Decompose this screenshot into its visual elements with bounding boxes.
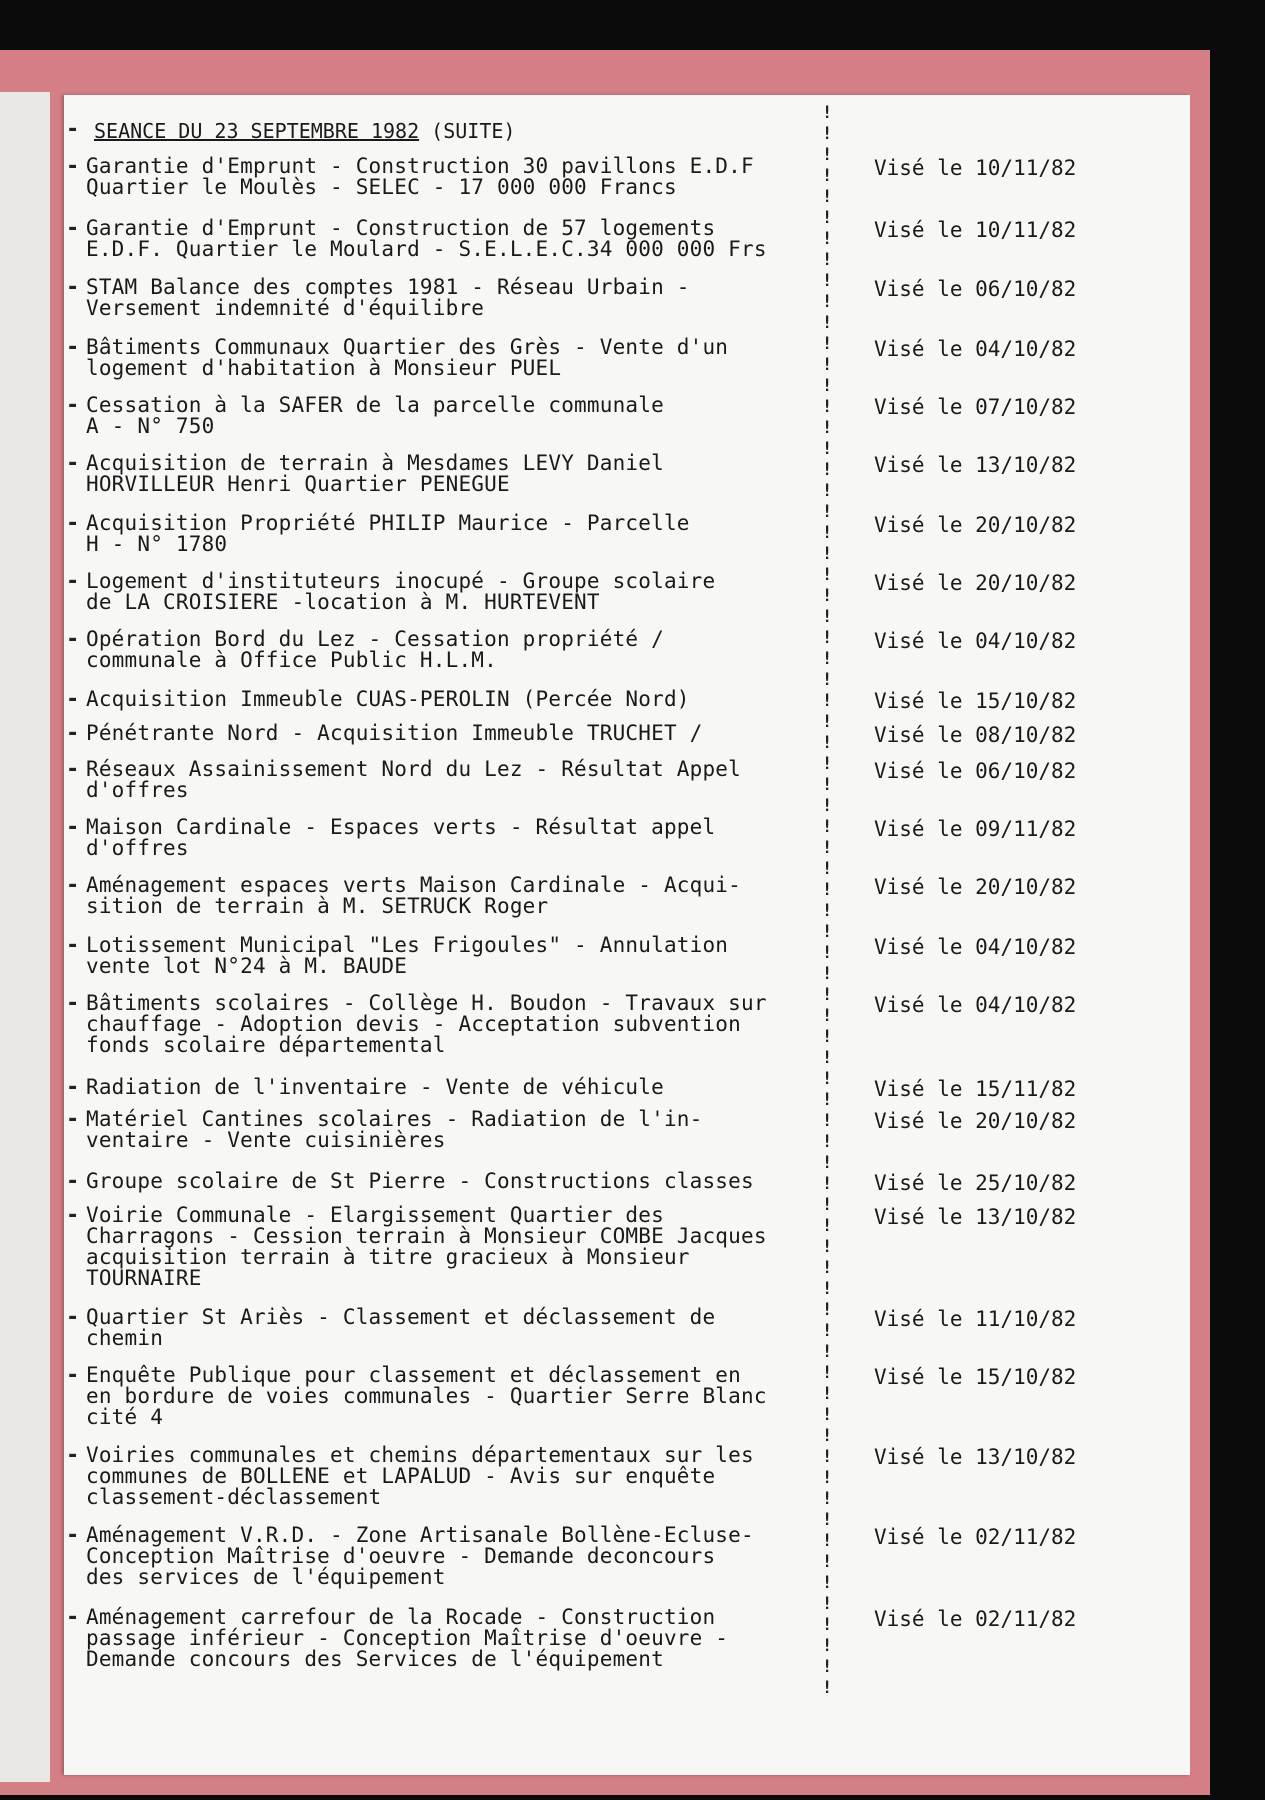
item-description: Cessation à la SAFER de la parcelle communale A - N° 750 (86, 393, 664, 438)
bullet: - (66, 873, 80, 898)
separator-mark: ! (822, 481, 833, 501)
separator-mark: ! (822, 1678, 833, 1698)
bullet: - (66, 569, 80, 594)
bullet: - (66, 721, 80, 746)
bullet: - (66, 1605, 80, 1630)
separator-mark: ! (822, 1636, 833, 1656)
item-description: Matériel Cantines scolaires - Radiation de l'in- ventaire - Vente cuisinières (86, 1107, 703, 1152)
separator-mark: ! (822, 397, 833, 417)
separator-mark: ! (822, 712, 833, 732)
separator-mark: ! (822, 607, 833, 627)
separator-mark: ! (822, 754, 833, 774)
bullet: - (66, 933, 80, 958)
item-description: Aménagement carrefour de la Rocade - Construction passage inférieur - Conception Maîtrise d'oeuvre - Demande concours des Services de l'équipement (86, 1605, 729, 1671)
separator-mark: ! (822, 733, 833, 753)
item-description: Garantie d'Emprunt - Construction 30 pavillons E.D.F Quartier le Moulès - SELEC - 17 000 000 Francs (86, 154, 754, 199)
separator-mark: ! (822, 628, 833, 648)
separator-mark: ! (822, 838, 833, 858)
bullet: - (66, 1169, 80, 1194)
visa-date: Visé le 13/10/82 (874, 1205, 1077, 1229)
separator-mark: ! (822, 817, 833, 837)
item-description: Maison Cardinale - Espaces verts - Résultat appel d'offres (86, 815, 716, 860)
item-description: Voiries communales et chemins départementaux sur les communes de BOLLENE et LAPALUD - Avis sur enquête classement-déclassement (86, 1443, 754, 1509)
bullet: - (66, 511, 80, 536)
bullet: - (66, 1523, 80, 1548)
visa-date: Visé le 15/10/82 (874, 689, 1077, 713)
visa-date: Visé le 04/10/82 (874, 629, 1077, 653)
item-description: Voirie Communale - Elargissement Quartier des Charragons - Cession terrain à Monsieur COMBE Jacques acquisition terrain à titre gracieux à Monsieur TOURNAIRE (86, 1203, 767, 1290)
bullet: - (66, 154, 80, 179)
item-description: Pénétrante Nord - Acquisition Immeuble TRUCHET / (86, 721, 703, 745)
separator-mark: ! (822, 1384, 833, 1404)
title-suffix: (SUITE) (419, 119, 516, 143)
bullet: - (66, 451, 80, 476)
item-description: Lotissement Municipal "Les Frigoules" - Annulation vente lot N°24 à M. BAUDE (86, 933, 729, 978)
bullet: - (66, 627, 80, 652)
separator-mark: ! (822, 1090, 833, 1110)
separator-mark: ! (822, 460, 833, 480)
visa-date: Visé le 20/10/82 (874, 513, 1077, 537)
visa-date: Visé le 15/10/82 (874, 1365, 1077, 1389)
item-description: Opération Bord du Lez - Cessation propriété / communale à Office Public H.L.M. (86, 627, 664, 672)
bullet: - (66, 275, 80, 300)
separator-mark: ! (822, 1111, 833, 1131)
visa-date: Visé le 07/10/82 (874, 395, 1077, 419)
item-description: Bâtiments scolaires - Collège H. Boudon - Travaux sur chauffage - Adoption devis - Acceptation subvention fonds scolaire départemental (86, 991, 767, 1057)
separator-mark: ! (822, 880, 833, 900)
separator-mark: ! (822, 1615, 833, 1635)
visa-date: Visé le 08/10/82 (874, 723, 1077, 747)
separator-mark: ! (822, 901, 833, 921)
separator-mark: ! (822, 1069, 833, 1089)
separator-mark: ! (822, 1132, 833, 1152)
separator-mark: ! (822, 1531, 833, 1551)
separator-mark: ! (822, 145, 833, 165)
item-description: Logement d'instituteurs inocupé - Groupe scolaire de LA CROISIERE -location à M. HURTEVENT (86, 569, 716, 614)
separator-mark: ! (822, 1279, 833, 1299)
item-description: Aménagement espaces verts Maison Cardinale - Acqui- sition de terrain à M. SETRUCK Roger (86, 873, 741, 918)
separator-mark: ! (822, 565, 833, 585)
visa-date: Visé le 15/11/82 (874, 1077, 1077, 1101)
bullet: - (66, 117, 80, 142)
separator-mark: ! (822, 1321, 833, 1341)
visa-date: Visé le 10/11/82 (874, 218, 1077, 242)
item-description: Garantie d'Emprunt - Construction de 57 logements E.D.F. Quartier le Moulard - S.E.L.E.C.34 000 000 Frs (86, 216, 767, 261)
separator-mark: ! (822, 1594, 833, 1614)
separator-mark: ! (822, 229, 833, 249)
visa-date: Visé le 06/10/82 (874, 759, 1077, 783)
visa-date: Visé le 25/10/82 (874, 1171, 1077, 1195)
separator-mark: ! (822, 859, 833, 879)
visa-date: Visé le 11/10/82 (874, 1307, 1077, 1331)
bullet: - (66, 1443, 80, 1468)
separator-mark: ! (822, 166, 833, 186)
item-description: Acquisition Immeuble CUAS-PEROLIN (Percée Nord) (86, 687, 690, 711)
separator-mark: ! (822, 1237, 833, 1257)
separator-mark: ! (822, 418, 833, 438)
separator-mark: ! (822, 1363, 833, 1383)
separator-mark: ! (822, 1027, 833, 1047)
separator-mark: ! (822, 292, 833, 312)
separator-mark: ! (822, 649, 833, 669)
item-description: Bâtiments Communaux Quartier des Grès - Vente d'un logement d'habitation à Monsieur PUEL (86, 335, 729, 380)
page-title (94, 119, 515, 143)
separator-mark: ! (822, 355, 833, 375)
bullet: - (66, 335, 80, 360)
item-description: Groupe scolaire de St Pierre - Constructions classes (86, 1169, 754, 1193)
separator-mark: ! (822, 1048, 833, 1068)
item-description: STAM Balance des comptes 1981 - Réseau Urbain - Versement indemnité d'équilibre (86, 275, 690, 320)
separator-mark: ! (822, 985, 833, 1005)
separator-mark: ! (822, 250, 833, 270)
separator-mark: ! (822, 1216, 833, 1236)
separator-mark: ! (822, 670, 833, 690)
item-description: Acquisition de terrain à Mesdames LEVY Daniel HORVILLEUR Henri Quartier PENEGUE (86, 451, 664, 496)
visa-date: Visé le 02/11/82 (874, 1607, 1077, 1631)
separator-mark: ! (822, 796, 833, 816)
bullet: - (66, 1305, 80, 1330)
bullet: - (66, 757, 80, 782)
item-description: Radiation de l'inventaire - Vente de véhicule (86, 1075, 664, 1099)
visa-date: Visé le 20/10/82 (874, 571, 1077, 595)
separator-mark: ! (822, 523, 833, 543)
bullet: - (66, 687, 80, 712)
separator-mark: ! (822, 187, 833, 207)
separator-mark: ! (822, 1657, 833, 1677)
bullet: - (66, 1363, 80, 1388)
separator-mark: ! (822, 124, 833, 144)
separator-mark: ! (822, 1153, 833, 1173)
visa-date: Visé le 04/10/82 (874, 337, 1077, 361)
bullet: - (66, 991, 80, 1016)
separator-mark: ! (822, 208, 833, 228)
bullet: - (66, 216, 80, 241)
visa-date: Visé le 20/10/82 (874, 875, 1077, 899)
separator-mark: ! (822, 1258, 833, 1278)
separator-mark: ! (822, 1447, 833, 1467)
separator-mark: ! (822, 922, 833, 942)
item-description: Enquête Publique pour classement et déclassement en en bordure de voies communales - Quartier Serre Blanc cité 4 (86, 1363, 767, 1429)
visa-date: Visé le 10/11/82 (874, 156, 1077, 180)
separator-mark: ! (822, 691, 833, 711)
item-description: Acquisition Propriété PHILIP Maurice - Parcelle H - N° 1780 (86, 511, 690, 556)
title-main: SEANCE DU 23 SEPTEMBRE 1982 (94, 119, 420, 143)
bullet: - (66, 1203, 80, 1228)
visa-date: Visé le 09/11/82 (874, 817, 1077, 841)
separator-mark: ! (822, 1342, 833, 1362)
separator-mark: ! (822, 586, 833, 606)
separator-mark: ! (822, 334, 833, 354)
visa-date: Visé le 04/10/82 (874, 935, 1077, 959)
separator-mark: ! (822, 1006, 833, 1026)
bullet: - (66, 1107, 80, 1132)
item-description: Quartier St Ariès - Classement et déclassement de chemin (86, 1305, 716, 1350)
separator-mark: ! (822, 544, 833, 564)
bullet: - (66, 1075, 80, 1100)
bullet: - (66, 815, 80, 840)
separator-mark: ! (822, 1300, 833, 1320)
visa-date: Visé le 02/11/82 (874, 1525, 1077, 1549)
separator-mark: ! (822, 376, 833, 396)
separator-mark: ! (822, 1552, 833, 1572)
separator-mark: ! (822, 1195, 833, 1215)
separator-mark: ! (822, 502, 833, 522)
separator-mark: ! (822, 313, 833, 333)
separator-mark: ! (822, 1573, 833, 1593)
separator-mark: ! (822, 1405, 833, 1425)
document-page (64, 95, 1190, 1775)
separator-mark: ! (822, 775, 833, 795)
separator-mark: ! (822, 1510, 833, 1530)
separator-mark: ! (822, 103, 833, 123)
visa-date: Visé le 06/10/82 (874, 277, 1077, 301)
visa-date: Visé le 20/10/82 (874, 1109, 1077, 1133)
separator-mark: ! (822, 271, 833, 291)
separator-mark: ! (822, 943, 833, 963)
separator-mark: ! (822, 1489, 833, 1509)
separator-mark: ! (822, 439, 833, 459)
visa-date: Visé le 13/10/82 (874, 1445, 1077, 1469)
item-description: Aménagement V.R.D. - Zone Artisanale Bollène-Ecluse- Conception Maîtrise d'oeuvre - Demande deconcours des services de l'équipement (86, 1523, 754, 1589)
visa-date: Visé le 13/10/82 (874, 453, 1077, 477)
separator-mark: ! (822, 1468, 833, 1488)
separator-mark: ! (822, 964, 833, 984)
item-description: Réseaux Assainissement Nord du Lez - Résultat Appel d'offres (86, 757, 741, 802)
underlying-page-edge (0, 92, 50, 1782)
visa-date: Visé le 04/10/82 (874, 993, 1077, 1017)
separator-mark: ! (822, 1174, 833, 1194)
bullet: - (66, 393, 80, 418)
separator-mark: ! (822, 1426, 833, 1446)
